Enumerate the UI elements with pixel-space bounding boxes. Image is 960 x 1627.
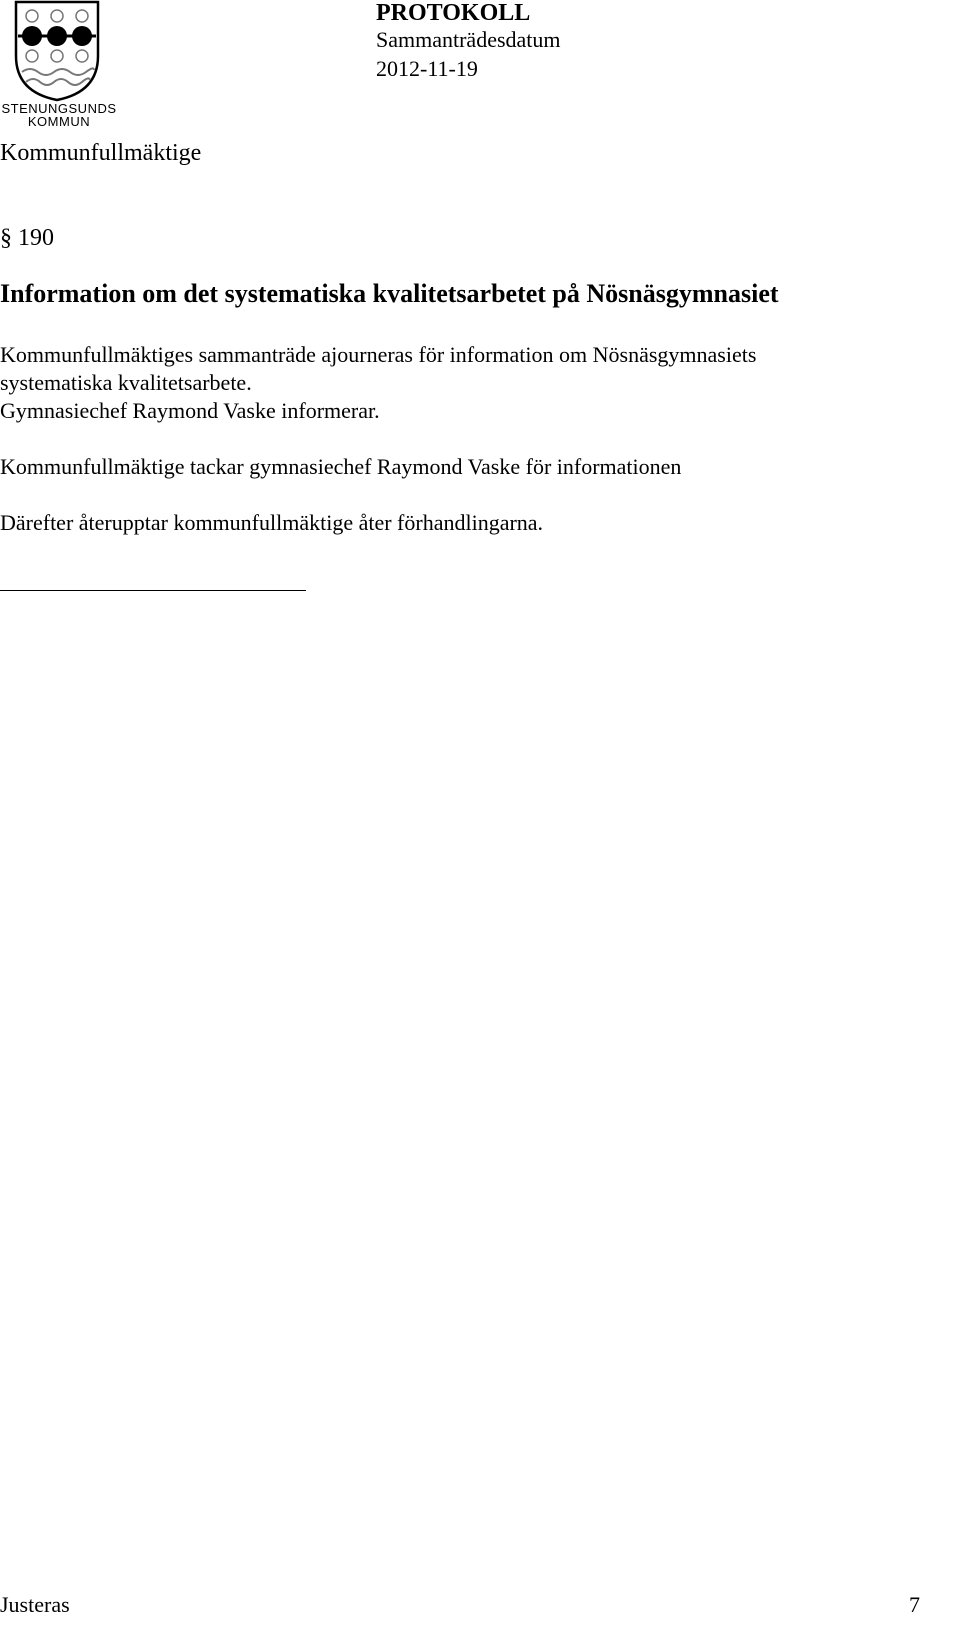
section-title: Information om det systematiska kvalitetsarbetet på Nösnäsgymnasiet xyxy=(0,279,779,308)
footer-justeras-label: Justeras xyxy=(0,1592,70,1617)
paragraph-line: Gymnasiechef Raymond Vaske informerar. xyxy=(0,398,380,423)
paragraph-line: Kommunfullmäktiges sammanträde ajourneras för information om Nösnäsgymnasiets xyxy=(0,342,757,367)
paragraph-line: Kommunfullmäktige tackar gymnasiechef Raymond Vaske för informationen xyxy=(0,454,682,479)
meeting-date: 2012-11-19 xyxy=(376,56,478,81)
paragraph-line: Därefter återupptar kommunfullmäktige åter förhandlingarna. xyxy=(0,510,544,535)
document-type: PROTOKOLL xyxy=(376,0,531,26)
date-label: Sammanträdesdatum xyxy=(376,27,561,52)
section-divider xyxy=(0,590,306,591)
organization-name-line2: KOMMUN xyxy=(27,114,91,129)
organization-name-line1: STENUNGSUNDS xyxy=(1,101,117,116)
body-name: Kommunfullmäktige xyxy=(0,140,202,166)
paragraph-line: systematiska kvalitetsarbete. xyxy=(0,370,252,395)
page-number: 7 xyxy=(909,1592,920,1617)
paragraph-number: § 190 xyxy=(0,225,54,251)
